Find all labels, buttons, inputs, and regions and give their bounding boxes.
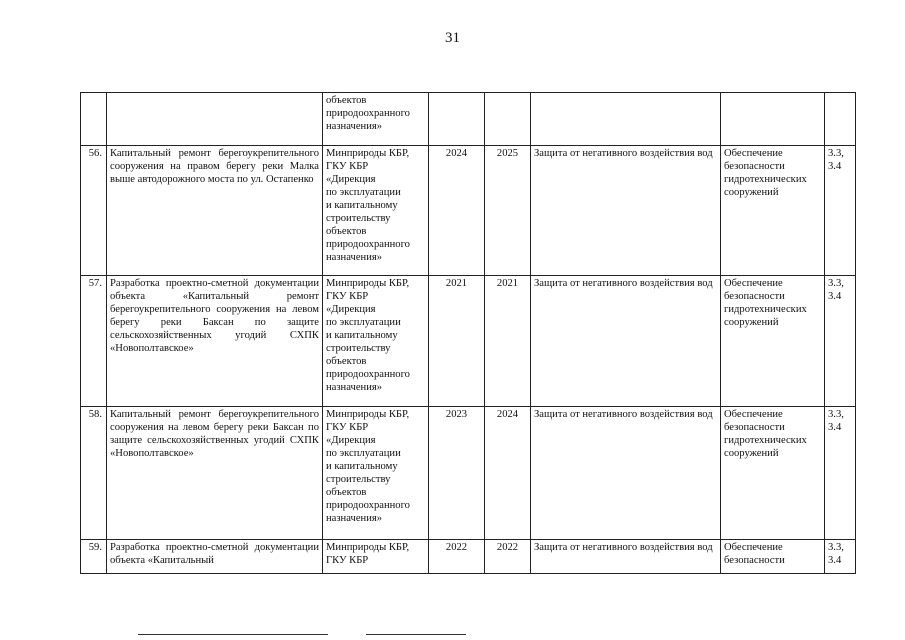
cell-code: 3.3, 3.4 (825, 540, 856, 574)
cell-name: Капитальный ремонт берегоукрепительного сооружения на левом берегу реки Баксан по защите сельскохозяйственных угодий СХПК «Новополтавское» (107, 407, 323, 540)
cell-start-year (429, 93, 485, 146)
page-number: 31 (445, 30, 460, 46)
table-row (81, 407, 856, 540)
cell-start-year: 2022 (429, 540, 485, 574)
cell-num: 56. (81, 146, 107, 276)
cell-direction: Защита от негативного воздействия вод (531, 276, 721, 407)
cell-end-year (485, 93, 531, 146)
cell-end-year: 2021 (485, 276, 531, 407)
cell-code: 3.3, 3.4 (825, 407, 856, 540)
cell-direction (531, 93, 721, 146)
cell-direction: Защита от негативного воздействия вод (531, 146, 721, 276)
cell-name: Капитальный ремонт берегоукрепительного сооружения на правом берегу реки Малка выше автодорожного моста по ул. Остапенко (107, 146, 323, 276)
cell-responsible: объектов природоохранного назначения» (323, 93, 429, 146)
cell-goal: Обеспечение безопасности гидротехнических сооружений (721, 146, 825, 276)
cell-direction: Защита от негативного воздействия вод (531, 407, 721, 540)
cell-code (825, 93, 856, 146)
cell-code: 3.3, 3.4 (825, 276, 856, 407)
cell-start-year: 2024 (429, 146, 485, 276)
cell-start-year: 2021 (429, 276, 485, 407)
table-row (81, 146, 856, 276)
cell-num: 57. (81, 276, 107, 407)
cell-end-year: 2022 (485, 540, 531, 574)
table-row (81, 276, 856, 407)
cell-end-year: 2024 (485, 407, 531, 540)
cell-responsible: Минприроды КБР, ГКУ КБР «Дирекция по эксплуатации и капитальному строительству объектов природоохранного назначения» (323, 276, 429, 407)
cell-responsible: Минприроды КБР, ГКУ КБР (323, 540, 429, 574)
cell-goal (721, 93, 825, 146)
table-row-continuation (81, 93, 856, 146)
signature-line-left (138, 634, 328, 635)
cell-start-year: 2023 (429, 407, 485, 540)
cell-responsible: Минприроды КБР, ГКУ КБР «Дирекция по эксплуатации и капитальному строительству объектов природоохранного назначения» (323, 146, 429, 276)
cell-goal: Обеспечение безопасности гидротехнических сооружений (721, 407, 825, 540)
cell-goal: Обеспечение безопасности (721, 540, 825, 574)
measures-table (80, 92, 856, 574)
table-row (81, 540, 856, 574)
cell-num: 58. (81, 407, 107, 540)
cell-name: Разработка проектно-сметной документации объекта «Капитальный (107, 540, 323, 574)
cell-responsible: Минприроды КБР, ГКУ КБР «Дирекция по эксплуатации и капитальному строительству объектов природоохранного назначения» (323, 407, 429, 540)
cell-name: Разработка проектно-сметной документации объекта «Капитальный ремонт берегоукрепительного сооружения на левом берегу реки Баксан по защите сельскохозяйственных угодий СХПК «Новополтавское» (107, 276, 323, 407)
signature-line-right (366, 634, 466, 635)
cell-code: 3.3, 3.4 (825, 146, 856, 276)
cell-goal: Обеспечение безопасности гидротехнических сооружений (721, 276, 825, 407)
cell-num (81, 93, 107, 146)
cell-direction: Защита от негативного воздействия вод (531, 540, 721, 574)
cell-end-year: 2025 (485, 146, 531, 276)
cell-name (107, 93, 323, 146)
cell-num: 59. (81, 540, 107, 574)
